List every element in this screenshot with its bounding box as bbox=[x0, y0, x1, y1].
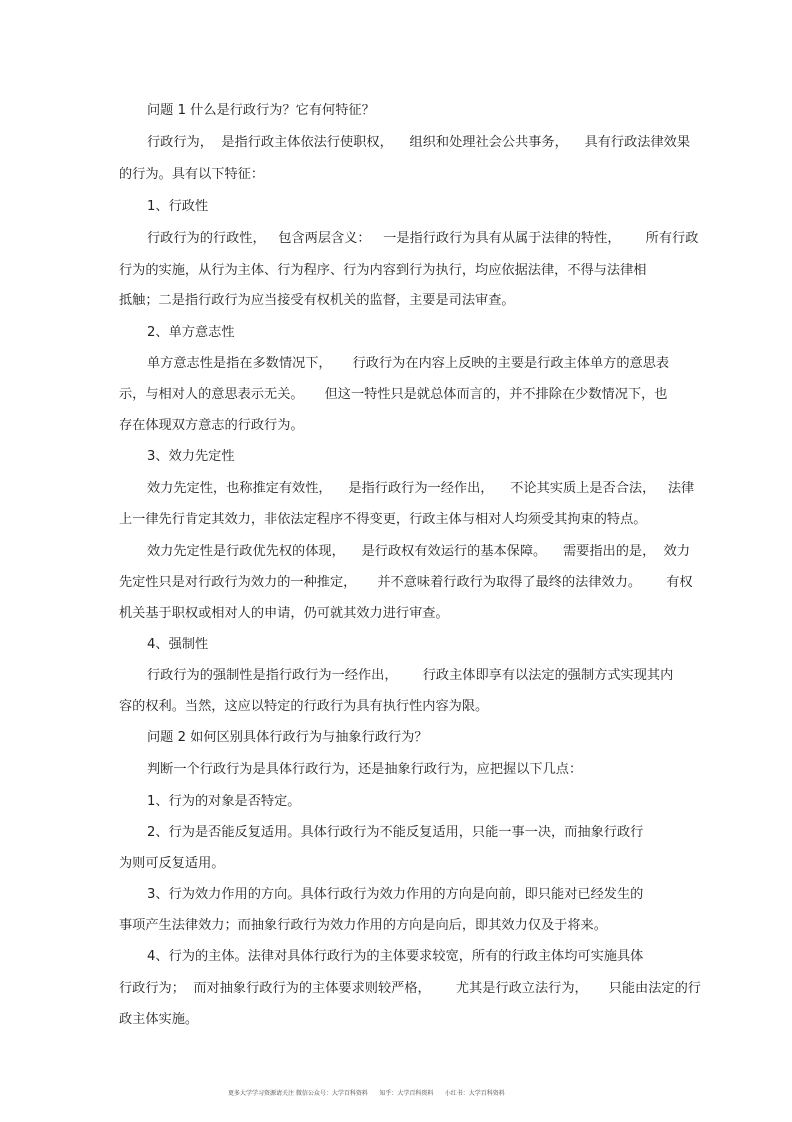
body-line: 政主体实施。 bbox=[119, 1012, 199, 1027]
body-line: 效力先定性是行政优先权的体现， 是行政权有效运行的基本保障。 需要指出的是， 效力 bbox=[147, 544, 691, 559]
body-line: 抵触；二是指行政行为应当接受有权机关的监督，主要是司法审查。 bbox=[119, 293, 515, 308]
page-footer: 更多大学学习资源请关注 微信公众号：大学百科资料 知乎：大学百科资料 小红书：大学百科资料 bbox=[228, 1090, 505, 1097]
section-heading-3: 3、效力先定性 bbox=[147, 449, 235, 464]
section-heading-4: 4、强制性 bbox=[147, 637, 209, 652]
question-1-heading: 问题 1 什么是行政行为？它有何特征？ bbox=[147, 103, 375, 118]
body-line: 行为的实施，从行为主体、行为程序、行为内容到行为执行，均应依据法律，不得与法律相 bbox=[119, 263, 647, 278]
body-line: 上一律先行肯定其效力，非依法定程序不得变更，行政主体与相对人均须受其拘束的特点。 bbox=[119, 512, 647, 527]
section-heading-1: 1、行政性 bbox=[147, 199, 209, 214]
body-line: 机关基于职权或相对人的申请，仍可就其效力进行审查。 bbox=[119, 606, 449, 621]
list-item: 1、行为的对象是否特定。 bbox=[147, 794, 301, 809]
body-line: 行政行为， 是指行政主体依法行使职权， 组织和处理社会公共事务， 具有行政法律效果 bbox=[147, 135, 691, 150]
body-line: 存在体现双方意志的行政行为。 bbox=[119, 418, 304, 433]
body-line: 行政行为的强制性是指行政行为一经作出， 行政主体即享有以法定的强制方式实现其内 bbox=[147, 668, 674, 683]
section-heading-2: 2、单方意志性 bbox=[147, 325, 235, 340]
body-line: 判断一个行政行为是具体行政行为，还是抽象行政行为，应把握以下几点： bbox=[147, 762, 583, 777]
list-item: 3、行为效力作用的方向。具体行政行为效力作用的方向是向前，即只能对已经发生的 bbox=[147, 887, 644, 902]
body-line: 的行为。具有以下特征： bbox=[119, 167, 265, 182]
body-line: 效力先定性，也称推定有效性， 是指行政行为一经作出， 不论其实质上是否合法， 法律 bbox=[147, 481, 695, 496]
body-line: 事项产生法律效力；而抽象行政行为效力作用的方向是向后，即其效力仅及于将来。 bbox=[119, 918, 607, 933]
body-line: 行政行为的行政性， 包含两层含义： 一是指行政行为具有从属于法律的特性， 所有行政 bbox=[147, 231, 699, 246]
body-line: 先定性只是对行政行为效力的一种推定， 并不意味着行政行为取得了最终的法律效力。 有权 bbox=[119, 575, 693, 590]
list-item: 2、行为是否能反复适用。具体行政行为不能反复适用，只能一事一决，而抽象行政行 bbox=[147, 825, 644, 840]
list-item: 4、行为的主体。法律对具体行政行为的主体要求较宽，所有的行政主体均可实施具体 bbox=[147, 949, 644, 964]
question-2-heading: 问题 2 如何区别具体行政行为与抽象行政行为？ bbox=[147, 730, 428, 745]
body-line: 行政行为； 而对抽象行政行为的主体要求则较严格， 尤其是行政立法行为， 只能由法定的行 bbox=[119, 981, 701, 996]
body-line: 示，与相对人的意思表示无关。 但这一特性只是就总体而言的，并不排除在少数情况下，也 bbox=[119, 387, 668, 402]
body-line: 为则可反复适用。 bbox=[119, 856, 225, 871]
body-line: 容的权利。当然，这应以特定的行政行为具有执行性内容为限。 bbox=[119, 699, 489, 714]
body-line: 单方意志性是指在多数情况下， 行政行为在内容上反映的主要是行政主体单方的意思表 bbox=[147, 356, 670, 371]
